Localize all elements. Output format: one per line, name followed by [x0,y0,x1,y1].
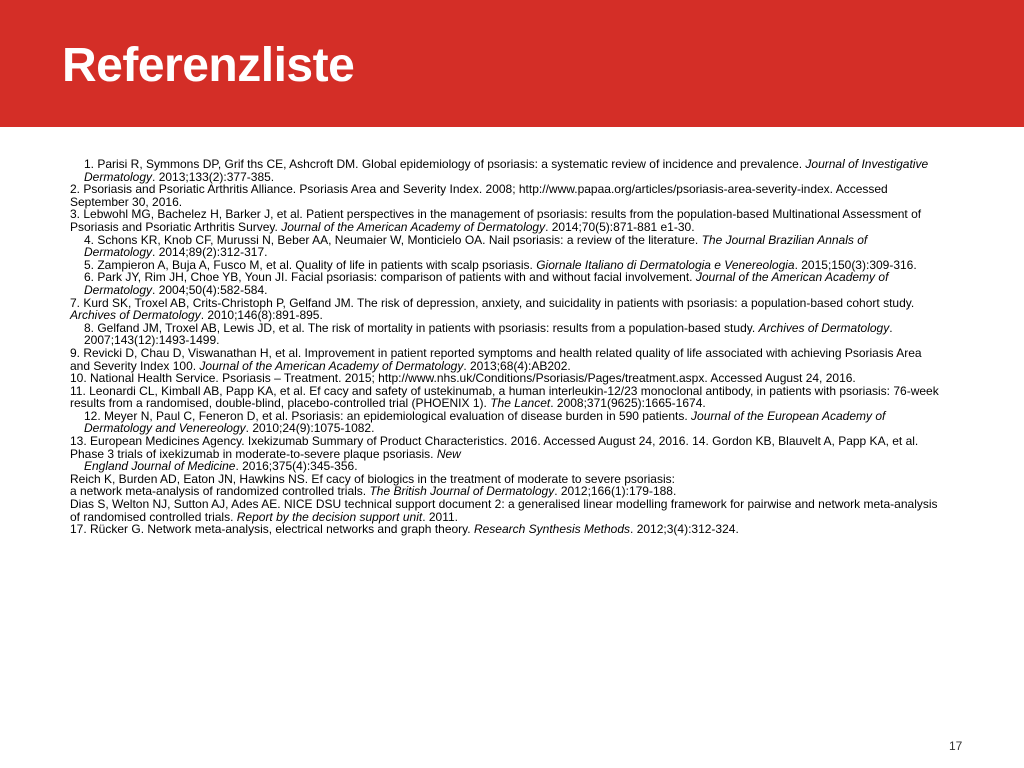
reference-item [70,271,940,296]
reference-item [70,297,940,322]
reference-text: . 2015;150(3):309-316. [794,257,917,272]
reference-list [70,158,940,536]
reference-journal: The British Journal of Dermatology [369,484,555,499]
reference-text: . 2008;371(9625):1665-1674. [550,396,706,411]
reference-journal: Journal of Investigative Dermatology [84,157,929,184]
reference-item [70,410,940,435]
reference-journal: Report by the decision support unit [236,509,423,524]
reference-text: . 2004;50(4):582-584. [152,282,268,297]
reference-text: 5. Zampieron A, Buja A, Fusco M, et al. Quality of life in patients with scalp psoriasis. [84,257,537,272]
reference-text: Reich K, Burden AD, Eaton JN, Hawkins NS. Ef cacy of biologics in the treatment of moderate to severe psoriasis: [70,471,675,486]
reference-text: 3. Lebwohl MG, Bachelez H, Barker J, et al. Patient perspectives in the management of psoriasis: results from the population-based Multinational Assessment of Psoriasis and Psoriatic Arthritis Survey. [70,207,922,234]
reference-text: 7. Kurd SK, Troxel AB, Crits-Christoph P, Gelfand JM. The risk of depression, anxiety, and suicidality in patients with psoriasis: a population-based cohort study. [70,295,915,310]
reference-text: . 2012;3(4):312-324. [630,522,739,537]
reference-text: 6. Park JY, Rim JH, Choe YB, Youn JI. Facial psoriasis: comparison of patients with and without facial involvement. [84,270,696,285]
reference-text: . 2010;146(8):891-895. [200,308,323,323]
reference-item [70,208,940,233]
reference-journal: New [436,446,461,461]
page-number: 17 [949,739,963,753]
reference-journal: England Journal of Medicine [84,459,236,474]
header-bar [0,0,1024,127]
reference-item [70,183,940,208]
reference-item [70,498,940,523]
reference-journal: The Journal Brazilian Annals of Dermatology [84,232,868,260]
reference-journal: Archives of Dermatology [758,320,890,335]
reference-item [70,158,940,183]
reference-text: 2. Psoriasis and Psoriatic Arthritis Alliance. Psoriasis Area and Severity Index. 2008; http://www.papaa.org/articles/psoriasis-area-severity-index. Accessed September 30, 2016. [70,182,888,209]
reference-text: 11. Leonardi CL, Kimball AB, Papp KA, et al. Ef cacy and safety of ustekinumab, a human interleukin-12/23 monoclonal antibody, in patients with psoriasis: 76-week results from a randomised, double-blind, placebo-controlled trial (PHOENIX 1). [70,383,939,411]
page-title: Referenzliste [62,39,355,92]
reference-text: a network meta-analysis of randomized controlled trials. [70,484,370,499]
reference-text: 9. Revicki D, Chau D, Viswanathan H, et al. Improvement in patient reported symptoms and health related quality of life associated with achieving Psoriasis Area and Severity Index 100. [70,345,922,373]
reference-text: . 2014;70(5):871-881 e1-30. [545,219,695,234]
reference-journal: The Lancet [490,396,551,411]
reference-text: 17. Rücker G. Network meta-analysis, electrical networks and graph theory. [70,522,474,537]
reference-text: . 2011. [422,509,459,524]
reference-journal: Journal of the American Academy of Dermatology [281,219,546,234]
reference-item [70,347,940,372]
reference-item [70,322,940,347]
reference-item [70,385,940,410]
reference-text: . 2013;133(2):377-385. [152,169,275,184]
reference-journal: Journal of the European Academy of Dermatology and Venereology [84,408,886,436]
reference-text: 4. Schons KR, Knob CF, Murussi N, Beber AA, Neumaier W, Monticielo OA. Nail psoriasis: a review of the literature. [84,232,702,247]
reference-journal: Journal of the American Academy of Dermatology [84,270,889,297]
reference-text: . 2007;143(12):1493-1499. [84,320,893,348]
reference-journal: Archives of Dermatology [70,308,201,323]
reference-journal: Giornale Italiano di Dermatologia e Venereologia [536,257,795,272]
reference-journal: Journal of the American Academy of Dermatology [199,358,464,373]
reference-text: 13. European Medicines Agency. Ixekizumab Summary of Product Characteristics. 2016. Accessed August 24, 2016. 14. Gordon KB, Blauvelt A, Papp KA, et al. Phase 3 trials of ixekizumab in moderate-to-severe plaque psoriasis. [70,434,919,461]
reference-text: . 2012;166(1):179-188. [554,484,677,499]
reference-text: . 2016;375(4):345-356. [235,459,358,474]
reference-text: . 2014;89(2):312-317. [152,245,268,260]
reference-journal: Research Synthesis Methods [473,522,631,537]
reference-text: . 2010;24(9):1075-1082. [245,421,375,436]
reference-item [70,523,940,536]
reference-item [70,435,940,460]
reference-text: 8. Gelfand JM, Troxel AB, Lewis JD, et al. The risk of mortality in patients with psoriasis: results from a population-based study. [84,320,759,335]
reference-text: 12. Meyer N, Paul C, Feneron D, et al. Psoriasis: an epidemiological evaluation of disease burden in 590 patients. [84,408,692,423]
reference-item [70,234,940,259]
reference-text: . 2013;68(4):AB202. [463,358,571,373]
reference-text: 10. National Health Service. Psoriasis – Treatment. 2015; http://www.nhs.uk/Conditions/Psoriasis/Pages/treatment.aspx. Accessed August 24, 2016. [70,371,856,386]
reference-text: Dias S, Welton NJ, Sutton AJ, Ades AE. NICE DSU technical support document 2: a generalised linear modelling framework for pairwise and network meta-analysis of randomised controlled trials. [70,497,938,524]
reference-text: 1. Parisi R, Symmons DP, Grif ths CE, Ashcroft DM. Global epidemiology of psoriasis: a systematic review of incidence and prevalence. [84,157,806,171]
